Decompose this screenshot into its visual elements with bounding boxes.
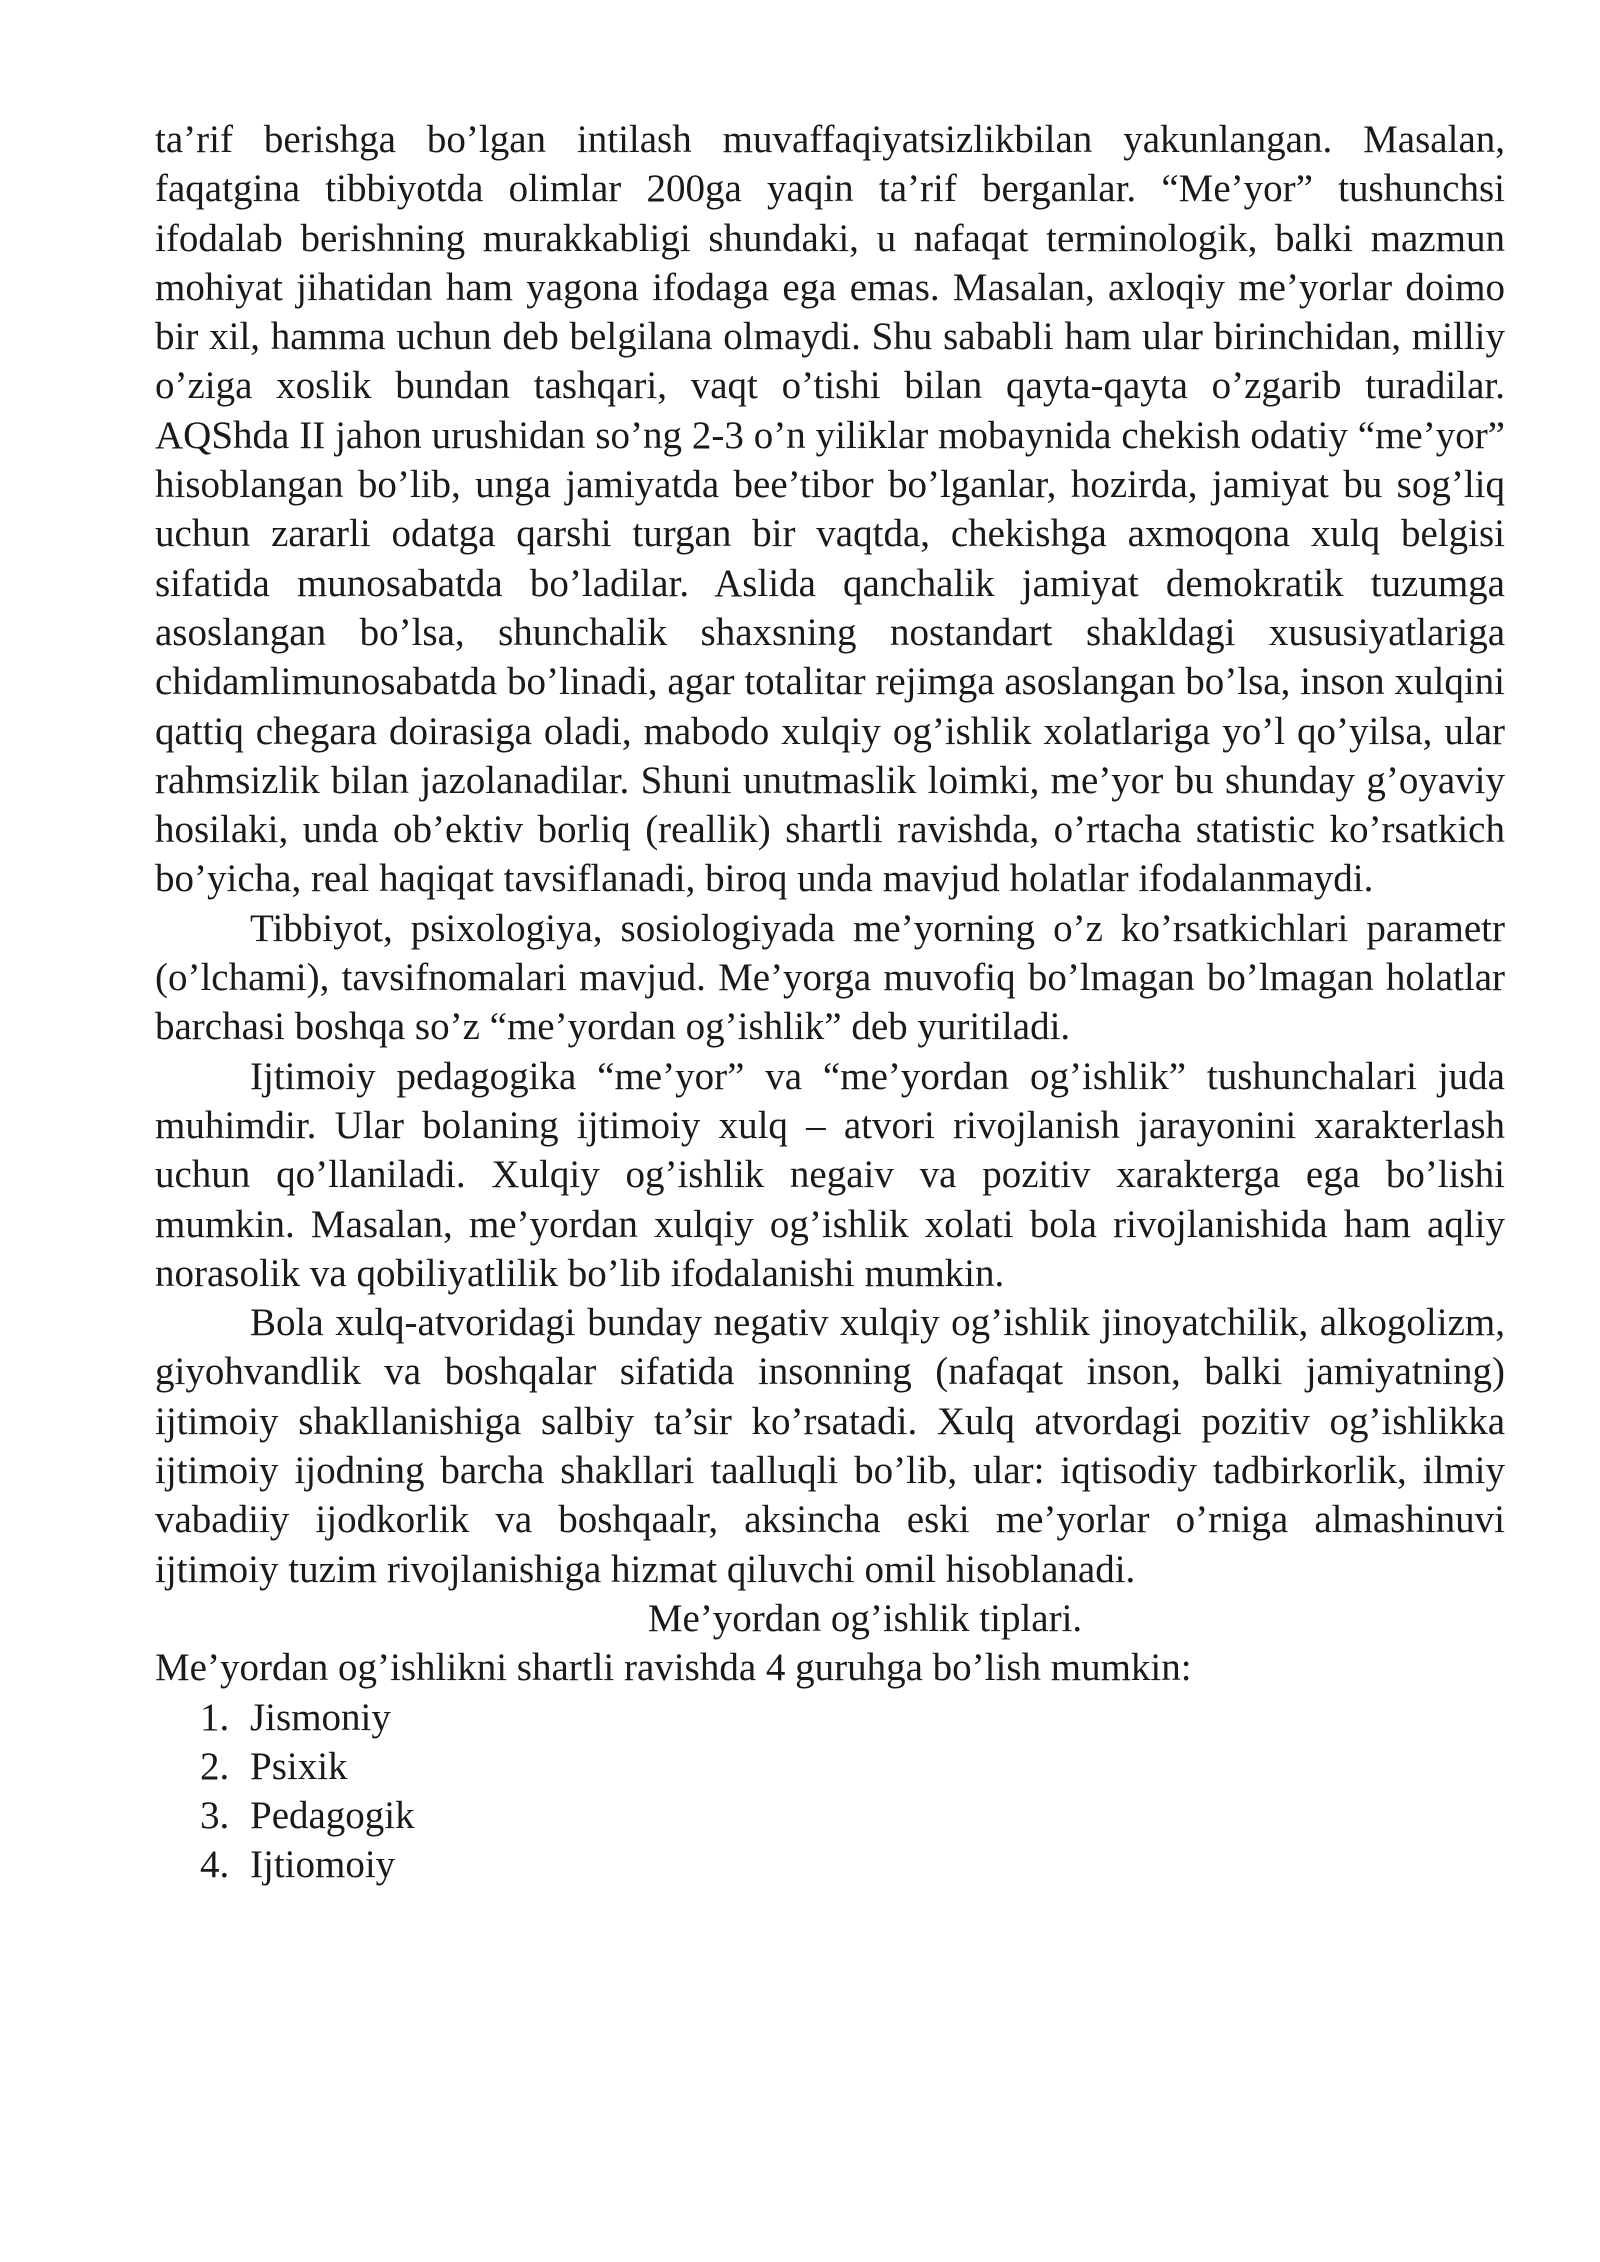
paragraph-1: ta’rif berishga bo’lgan intilash muvaffaqiyatsizlikbilan yakunlangan. Masalan, faqatgina tibbiyotda olimlar 200ga yaqin ta’rif berganlar. “Me’yor” tushunchsi ifodalab berishning murakkabligi shundaki, u nafaqat terminologik, balki mazmun mohiyat jihatidan ham yagona ifodaga ega emas. Masalan, axloqiy me’yorlar doimo bir xil, hamma uchun deb belgilana olmaydi. Shu sababli ham ular birinchidan, milliy o’ziga xoslik bundan tashqari, vaqt o’tishi bilan qayta-qayta o’zgarib turadilar. AQShda II jahon urushidan so’ng 2-3 o’n yiliklar mobaynida chekish odatiy “me’yor” hisoblangan bo’lib, unga jamiyatda bee’tibor bo’lganlar, hozirda, jamiyat bu sog’liq uchun zararli odatga qarshi turgan bir vaqtda, chekishga axmoqona xulq belgisi sifatida munosabatda bo’ladilar. Aslida qanchalik jamiyat demokratik tuzumga asoslangan bo’lsa, shunchalik shaxsning nostandart shakldagi xususiyatlariga chidamlimunosabatda bo’linadi, agar totalitar rejimga asoslangan bo’lsa, inson xulqini qattiq chegara doirasiga oladi, mabodo xulqiy og’ishlik xolatlariga yo’l qo’yilsa, ular rahmsizlik bilan jazolanadilar. Shuni unutmaslik loimki, me’yor bu shunday g’oyaviy hosilaki, unda ob’ektiv borliq (reallik) shartli ravishda, o’rtacha statistic ko’rsatkich bo’yicha, real haqiqat tavsiflanadi, biroq unda mavjud holatlar ifodalanmaydi. xyxy=(155,118,1505,901)
list-item-label: Jismoniy xyxy=(250,1695,391,1739)
list-item xyxy=(155,1840,1505,1889)
list-item xyxy=(155,1693,1505,1742)
list-item-number: 3. xyxy=(200,1794,230,1838)
section-heading: Me’yordan og’ishlik tiplari. xyxy=(647,1596,1083,1640)
list-item xyxy=(155,1791,1505,1840)
paragraph-4: Bola xulq-atvoridagi bunday negativ xulqiy og’ishlik jinoyatchilik, alkogolizm, giyohvandlik va boshqalar sifatida insonning (nafaqat inson, balki jamiyatning) ijtimoiy shakllanishiga salbiy ta’sir ko’rsatadi. Xulq atvordagi pozitiv og’ishlikka ijtimoiy ijodning barcha shakllari taalluqli bo’lib, ular: iqtisodiy tadbirkorlik, ilmiy vabadiiy ijodkorlik va boshqaalr, aksincha eski me’yorlar o’rniga almashinuvi ijtimoiy tuzim rivojlanishiga hizmat qiluvchi omil hisoblanadi. xyxy=(155,1301,1505,1591)
types-list xyxy=(155,1693,1505,1890)
list-item-number: 4. xyxy=(200,1843,230,1887)
list-item-label: Psixik xyxy=(250,1744,348,1788)
list-item-label: Pedagogik xyxy=(250,1794,415,1838)
document-page xyxy=(155,115,1505,1890)
paragraph-3: Ijtimoiy pedagogika “me’yor” va “me’yordan og’ishlik” tushunchalari juda muhimdir. Ular bolaning ijtimoiy xulq – atvori rivojlanish jarayonini xarakterlash uchun qo’llaniladi. Xulqiy og’ishlik negaiv va pozitiv xarakterga ega bo’lishi mumkin. Masalan, me’yordan xulqiy og’ishlik xolati bola rivojlanishida ham aqliy norasolik va qobiliyatlilik bo’lib ifodalanishi mumkin. xyxy=(155,1054,1505,1295)
list-item xyxy=(155,1742,1505,1791)
list-item-number: 1. xyxy=(200,1695,230,1739)
list-intro: Me’yordan og’ishlikni shartli ravishda 4 guruhga bo’lish mumkin: xyxy=(155,1646,1192,1690)
paragraph-2: Tibbiyot, psixologiya, sosiologiyada me’yorning o’z ko’rsatkichlari parametr (o’lchami), tavsifnomalari mavjud. Me’yorga muvofiq bo’lmagan bo’lmagan holatlar barchasi boshqa so’z “me’yordan og’ishlik” deb yuritiladi. xyxy=(155,906,1505,1049)
list-item-number: 2. xyxy=(200,1744,230,1788)
list-item-label: Ijtiomoiy xyxy=(250,1843,396,1887)
